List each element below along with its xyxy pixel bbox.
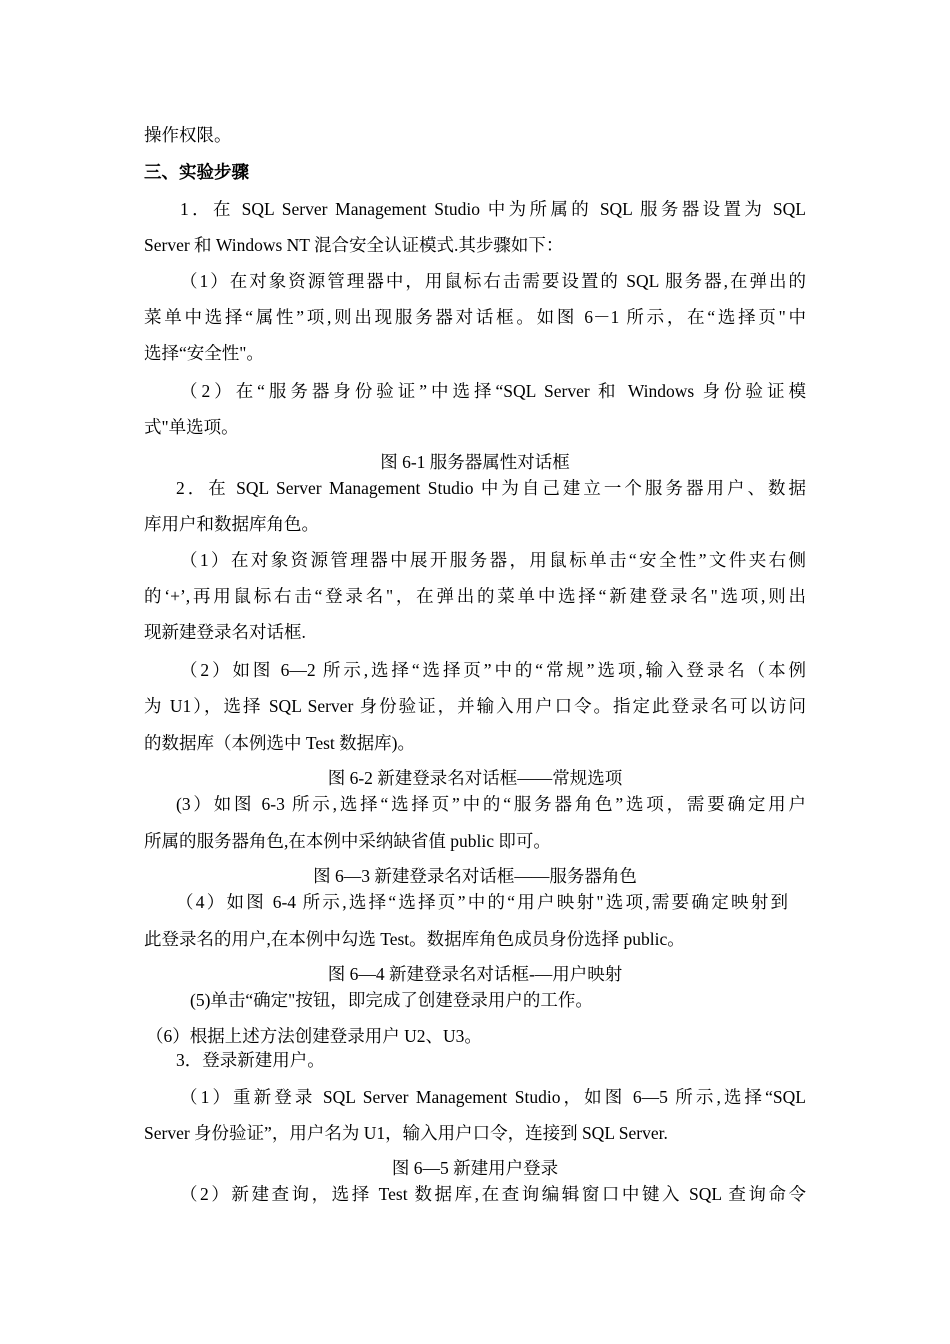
paragraph-line: 3．登录新建用户。 [176,1050,325,1070]
paragraph-line: 为 U1），选择 SQL Server 身份验证，并输入用户口令。指定此登录名可以访问 [144,696,806,716]
paragraph-line: （2）新建查询，选择 Test 数据库,在查询编辑窗口中键入 SQL 查询命令 [180,1184,806,1204]
figure-caption: 图 6—3 新建登录名对话框——服务器角色 [313,866,637,886]
section-heading: 三、实验步骤 [144,162,249,182]
paragraph-line: 操作权限。 [144,125,232,145]
figure-caption: 图 6—4 新建登录名对话框-—用户映射 [327,964,623,984]
paragraph-line: 所属的服务器角色,在本例中采纳缺省值 public 即可。 [144,831,551,851]
paragraph-line: 式"单选项。 [144,417,239,437]
figure-caption: 图 6—5 新建用户登录 [391,1158,559,1178]
paragraph-line: （4）如图 6-4 所示,选择“选择页”中的“用户映射"选项,需要确定映射到 [176,892,788,912]
paragraph-line: 的数据库（本例选中 Test 数据库)。 [144,733,415,753]
paragraph-line: 菜单中选择“属性”项,则出现服务器对话框。如图 6－1 所示，在“选择页"中 [144,307,806,327]
paragraph-line: 的‘+’,再用鼠标右击“登录名"，在弹出的菜单中选择“新建登录名"选项,则出 [144,586,806,606]
paragraph-line: （2）在“服务器身份验证”中选择“SQL Server 和 Windows 身份验证模 [180,381,806,401]
paragraph-line: （1）在对象资源管理器中，用鼠标右击需要设置的 SQL 服务器,在弹出的 [180,271,806,291]
paragraph-line: 库用户和数据库角色。 [144,514,319,534]
paragraph-line: （1）在对象资源管理器中展开服务器，用鼠标单击“安全性”文件夹右侧 [180,550,806,570]
paragraph-line: （1）重新登录 SQL Server Management Studio，如图 6—5 所示,选择“SQL [180,1087,806,1107]
paragraph-line: 此登录名的用户,在本例中勾选 Test。数据库角色成员身份选择 public。 [144,929,685,949]
figure-caption: 图 6-1 服务器属性对话框 [380,452,570,472]
figure-caption: 图 6-2 新建登录名对话框——常规选项 [327,768,623,788]
paragraph-line: Server 和 Windows NT 混合安全认证模式.其步骤如下： [144,235,564,255]
paragraph-line: (3）如图 6-3 所示,选择“选择页”中的“服务器角色”选项，需要确定用户 [176,794,806,814]
paragraph-line: 现新建登录名对话框. [144,622,306,642]
paragraph-line: （6）根据上述方法创建登录用户 U2、U3。 [146,1026,482,1046]
paragraph-line: 2．在 SQL Server Management Studio 中为自己建立一个服务器用户、数据 [176,478,806,498]
paragraph-line: (5)单击“确定"按钮，即完成了创建登录用户的工作。 [190,990,593,1010]
paragraph-line: 1．在 SQL Server Management Studio 中为所属的 SQL 服务器设置为 SQL [180,199,806,219]
paragraph-line: （2）如图 6—2 所示,选择“选择页”中的“常规”选项,输入登录名（本例 [180,660,806,680]
paragraph-line: 选择“安全性"。 [144,343,264,363]
paragraph-line: Server 身份验证”，用户名为 U1，输入用户口令，连接到 SQL Server. [144,1123,668,1143]
